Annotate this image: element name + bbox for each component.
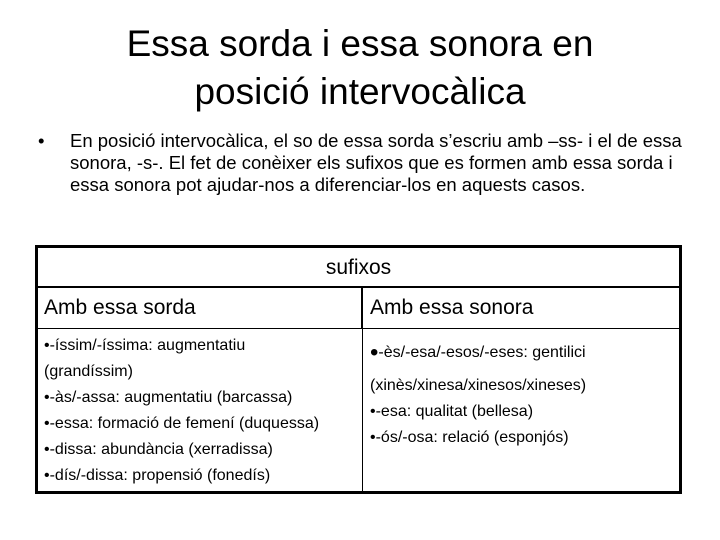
header-divider — [38, 328, 679, 329]
list-item: •-íssim/-íssima: augmentatiu — [44, 337, 246, 354]
column-divider — [362, 288, 363, 491]
right-column-header: Amb essa sonora — [370, 296, 534, 319]
title-line-1: Essa sorda i essa sonora en — [126, 23, 594, 64]
list-item: (xinès/xinesa/xinesos/xineses) — [370, 377, 587, 395]
list-item-text: -ès/-esa/-esos/-eses: gentilici — [378, 344, 586, 362]
bullet-dot: • — [38, 130, 45, 151]
bullet-text: En posició intervocàlica, el so de essa sorda s’escriu amb –ss- i el de essa sonora, -s-. El fet de conèixer els sufixos que es formen amb essa sorda i essa sonora pot ajudar-nos a diferenciar-los en aquests casos. — [70, 130, 682, 195]
list-item: •-ós/-osa: relació (esponjós) — [370, 429, 569, 447]
list-item — [370, 333, 675, 373]
slide-title — [60, 20, 660, 116]
left-column-body — [44, 333, 360, 489]
suffix-table — [35, 245, 682, 494]
right-column-body — [370, 333, 675, 451]
list-item: •-dís/-dissa: propensió (fonedís) — [44, 467, 271, 484]
left-column-header: Amb essa sorda — [38, 288, 362, 328]
title-line-2: posició intervocàlica — [194, 71, 526, 112]
intro-bullet — [38, 130, 698, 196]
list-item: •-às/-assa: augmentatiu (barcassa) — [44, 389, 293, 406]
bullet-dot: • — [370, 339, 379, 366]
table-header: sufixos — [38, 248, 679, 288]
list-item: •-esa: qualitat (bellesa) — [370, 403, 534, 421]
list-item: •-dissa: abundància (xerradissa) — [44, 441, 273, 458]
list-item: •-essa: formació de femení (duquessa) — [44, 415, 320, 432]
list-item: (grandíssim) — [44, 363, 133, 380]
